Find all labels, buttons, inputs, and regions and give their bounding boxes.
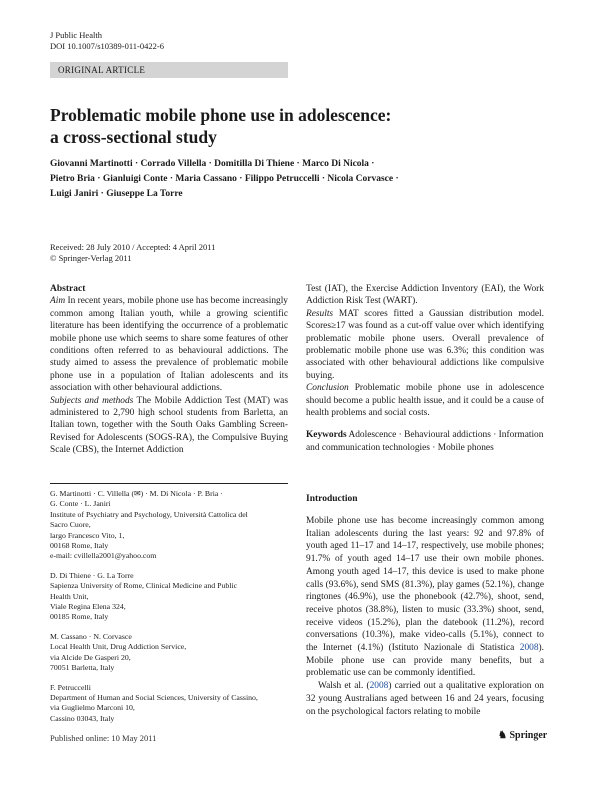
aff-line: Department of Human and Social Sciences, University of Cassino, — [50, 692, 258, 702]
published-online: Published online: 10 May 2011 — [50, 733, 157, 743]
aff-line: F. Petruccelli — [50, 682, 91, 692]
intro-paragraph-1 — [306, 515, 544, 680]
aff-line: Viale Regina Elena 324, — [50, 602, 126, 612]
aff-line: via Guglielmo Marconi 10, — [50, 703, 135, 713]
author-list — [50, 157, 490, 202]
affiliation-4 — [50, 683, 288, 725]
aff-line: Cassino 03043, Italy — [50, 713, 115, 723]
citation-link[interactable]: 2008 — [369, 681, 389, 692]
aff-line: largo Francesco Vito, 1, — [50, 530, 125, 540]
results-label: Results — [306, 308, 334, 319]
journal-header — [50, 30, 164, 52]
aff-line: Sapienza University of Rome, Clinical Medicine and Public — [50, 581, 238, 591]
doi: DOI 10.1007/s10389-011-0422-6 — [50, 41, 164, 51]
abstract-right-column — [306, 283, 544, 454]
methods-label: Subjects and methods — [50, 395, 134, 406]
affiliation-3 — [50, 632, 288, 674]
conclusion-text: Problematic mobile phone use in adolescence should become a public health issue, and it could be a cause of health problems and social costs. — [306, 383, 544, 419]
abstract-results — [306, 308, 544, 382]
abstract-left-column — [50, 283, 288, 457]
methods-text: The Mobile Addiction Test (MAT) was administered to 2,790 high school students from Barletta, an Italian town, together with the South Oaks Gambling Screen-Revised for Adolescents (SOGS-RA), the Compulsive Buying Scale (CBS), the Internet Addiction — [50, 395, 288, 456]
abstract-conclusion — [306, 382, 544, 419]
publisher-name: Springer — [509, 730, 548, 741]
article-dates — [50, 242, 215, 264]
journal-name: J Public Health — [50, 30, 102, 40]
aff-line: D. Di Thiene · G. La Torre — [50, 570, 134, 580]
title-line-2: a cross-sectional study — [50, 127, 217, 147]
author-line-2: Pietro Bria · Gianluigi Conte · Maria Cassano · Filippo Petruccelli · Nicola Corvasce · — [50, 174, 399, 184]
received-accepted: Received: 28 July 2010 / Accepted: 4 April 2011 — [50, 242, 216, 252]
keywords-label: Keywords — [306, 430, 347, 441]
abstract-aim — [50, 295, 288, 394]
copyright: © Springer-Verlag 2011 — [50, 253, 132, 263]
results-text: MAT scores fitted a Gaussian distribution model. Scores≥17 was found as a cut-off value over which identifying problematic mobile phone users. Overall prevalence of problematic mobile phone use was 6.3%; this condition was associated with other behavioural addictions like compulsive buying. — [306, 308, 544, 381]
springer-horse-icon: ♞ — [498, 730, 507, 741]
title-line-1: Problematic mobile phone use in adolescence: — [50, 105, 392, 125]
affiliations — [50, 489, 288, 733]
abstract-methods — [50, 395, 288, 457]
intro-text: ). Mobile phone use can provide many benefits, but a problematic use can be commonly identified. — [306, 643, 544, 679]
keywords-text: Adolescence · Behavioural addictions · Information and communication technologies · Mobile phones — [306, 430, 544, 453]
aff-line: G. Martinotti · C. Villella (✉) · M. Di Nicola · P. Bria · — [50, 489, 223, 498]
aim-text: In recent years, mobile phone use has become increasingly common among Italian youth, while a growing scientific literature has been identifying the occurrence of a problematic mobile phone use which seems to share some features of other conditions often referred to as behavioural addictions. The study aimed to assess the prevalence of problematic mobile phone use in a population of Italian adolescents and its association with other behavioural addictions. — [50, 296, 288, 394]
aff-line: 00168 Rome, Italy — [50, 541, 109, 551]
abstract-heading: Abstract — [50, 284, 86, 294]
introduction-heading: Introduction — [306, 494, 358, 504]
aff-line: G. Conte · L. Janiri — [50, 499, 111, 509]
footnote-rule — [50, 483, 288, 484]
aff-line: Institute of Psychiatry and Psychology, Università Cattolica del — [50, 509, 248, 519]
aff-line: via Alcide De Gasperi 20, — [50, 652, 131, 662]
email-link[interactable]: e-mail: cvillella2001@yahoo.com — [50, 551, 157, 561]
aim-label: Aim — [50, 296, 66, 307]
affiliation-1 — [50, 489, 288, 562]
aff-line: Sacro Cuore, — [50, 520, 91, 530]
author-line-3: Luigi Janiri · Giuseppe La Torre — [50, 189, 183, 199]
aff-line: 70051 Barletta, Italy — [50, 663, 115, 673]
citation-link[interactable]: 2008 — [519, 643, 539, 654]
aff-line: M. Cassano · N. Corvasce — [50, 631, 132, 641]
publisher-logo — [498, 730, 547, 741]
paper-title — [50, 104, 470, 148]
keywords — [306, 429, 544, 454]
affiliation-2 — [50, 571, 288, 623]
article-type-banner: ORIGINAL ARTICLE — [50, 62, 288, 78]
aff-line: Health Unit, — [50, 591, 89, 601]
intro-text: ) carried out a qualitative exploration on 32 young Australians aged between 16 and 24 years, focusing on the psychological factors relating to mobile — [306, 681, 544, 717]
aff-line: Local Health Unit, Drug Addiction Service, — [50, 642, 187, 652]
intro-paragraph-2 — [306, 680, 544, 718]
introduction-body — [306, 515, 544, 718]
conclusion-label: Conclusion — [306, 383, 349, 394]
methods-continued: Test (IAT), the Exercise Addiction Inventory (EAI), the Work Addiction Risk Test (WART). — [306, 284, 544, 307]
author-line-1: Giovanni Martinotti · Corrado Villella · Domitilla Di Thiene · Marco Di Nicola · — [50, 159, 375, 169]
aff-line: 00185 Rome, Italy — [50, 612, 109, 622]
intro-text: Mobile phone use has become increasingly common among Italian adolescents during the last years: 92 and 97.8% of youth aged 11–17 and 14–17, respectively, use mobile phones; 91.7% of youth aged 14–17 use their own mobile phones. Among youth aged 14–17, this device is used to make phone calls (93.6%), send SMS (81.3%), play games (52.1%), change ringtones (46.9%), use the phonebook (42.7%), shoot, send, receive photos (38.8%), listen to music (33.3%) shoot, send, receive videos (15.2%), plan the datebook (11.2%), record conversations (10.3%), make video-calls (5.1%), connect to the Internet (4.1%) (Istituto Nazionale di Statistica — [306, 516, 544, 654]
intro-text: Walsh et al. ( — [318, 681, 370, 692]
